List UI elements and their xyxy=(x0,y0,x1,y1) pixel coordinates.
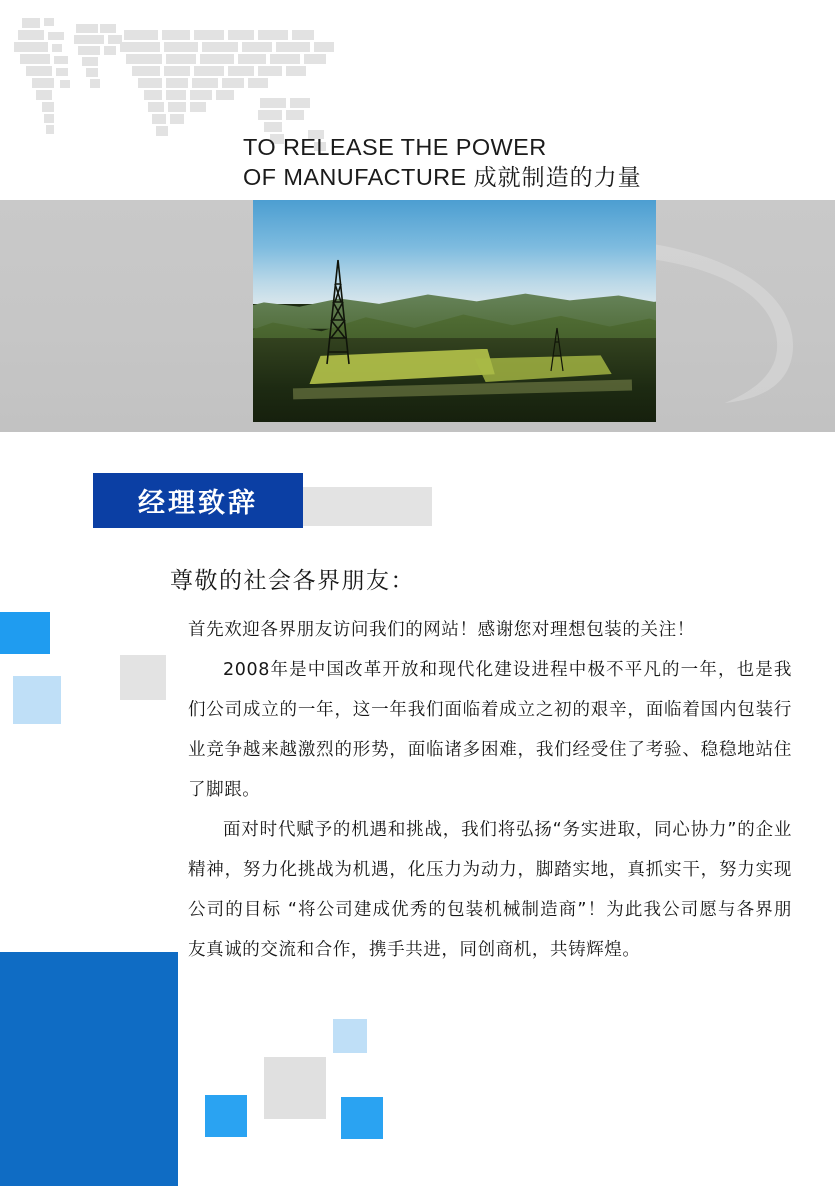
section-title-grey-backdrop xyxy=(302,487,432,526)
banner-photo xyxy=(253,200,656,422)
decor-square-blue-1 xyxy=(0,612,50,654)
section-title-label: 经理致辞 xyxy=(138,488,258,519)
decor-square-grey-1 xyxy=(120,655,166,700)
headline-line-2-en: OF MANUFACTURE xyxy=(243,164,467,190)
photo-sky xyxy=(253,200,656,304)
decor-square-paleblue-2 xyxy=(333,1019,367,1053)
decor-square-blue-large xyxy=(0,952,178,1186)
letter-paragraph-3: 面对时代赋予的机遇和挑战，我们将弘扬“务实进取，同心协力”的企业精神，努力化挑战为机遇，化压力为动力，脚踏实地，真抓实干，努力实现公司的目标 “将公司建成优秀的包装机械制造商”！为此我公司愿与各界朋友真诚的交流和合作，携手共进，同创商机，共铸辉煌。 xyxy=(188,820,792,960)
letter-paragraph-2: 2008年是中国改革开放和现代化建设进程中极不平凡的一年，也是我们公司成立的一年，这一年我们面临着成立之初的艰辛，面临着国内包装行业竞争越来越激烈的形势，面临诸多困难，我们经受住了考验、稳稳地站住了脚跟。 xyxy=(188,660,792,800)
headline-line-1: TO RELEASE THE POWER xyxy=(243,134,547,160)
page-headline xyxy=(243,132,803,192)
decor-square-blue-2 xyxy=(205,1095,247,1137)
decor-square-paleblue-1 xyxy=(13,676,61,724)
section-title-plate xyxy=(93,473,303,528)
decor-square-blue-3 xyxy=(341,1097,383,1139)
headline-line-2-cn: 成就制造的力量 xyxy=(473,164,642,190)
drilling-rig-icon xyxy=(321,258,355,366)
letter-salutation: 尊敬的社会各界朋友： xyxy=(170,568,415,594)
drilling-rig-secondary-icon xyxy=(549,326,565,372)
letter-paragraph-1: 首先欢迎各界朋友访问我们的网站！感谢您对理想包装的关注！ xyxy=(188,620,695,640)
decor-square-grey-2 xyxy=(264,1057,326,1119)
letter-body xyxy=(188,610,792,970)
